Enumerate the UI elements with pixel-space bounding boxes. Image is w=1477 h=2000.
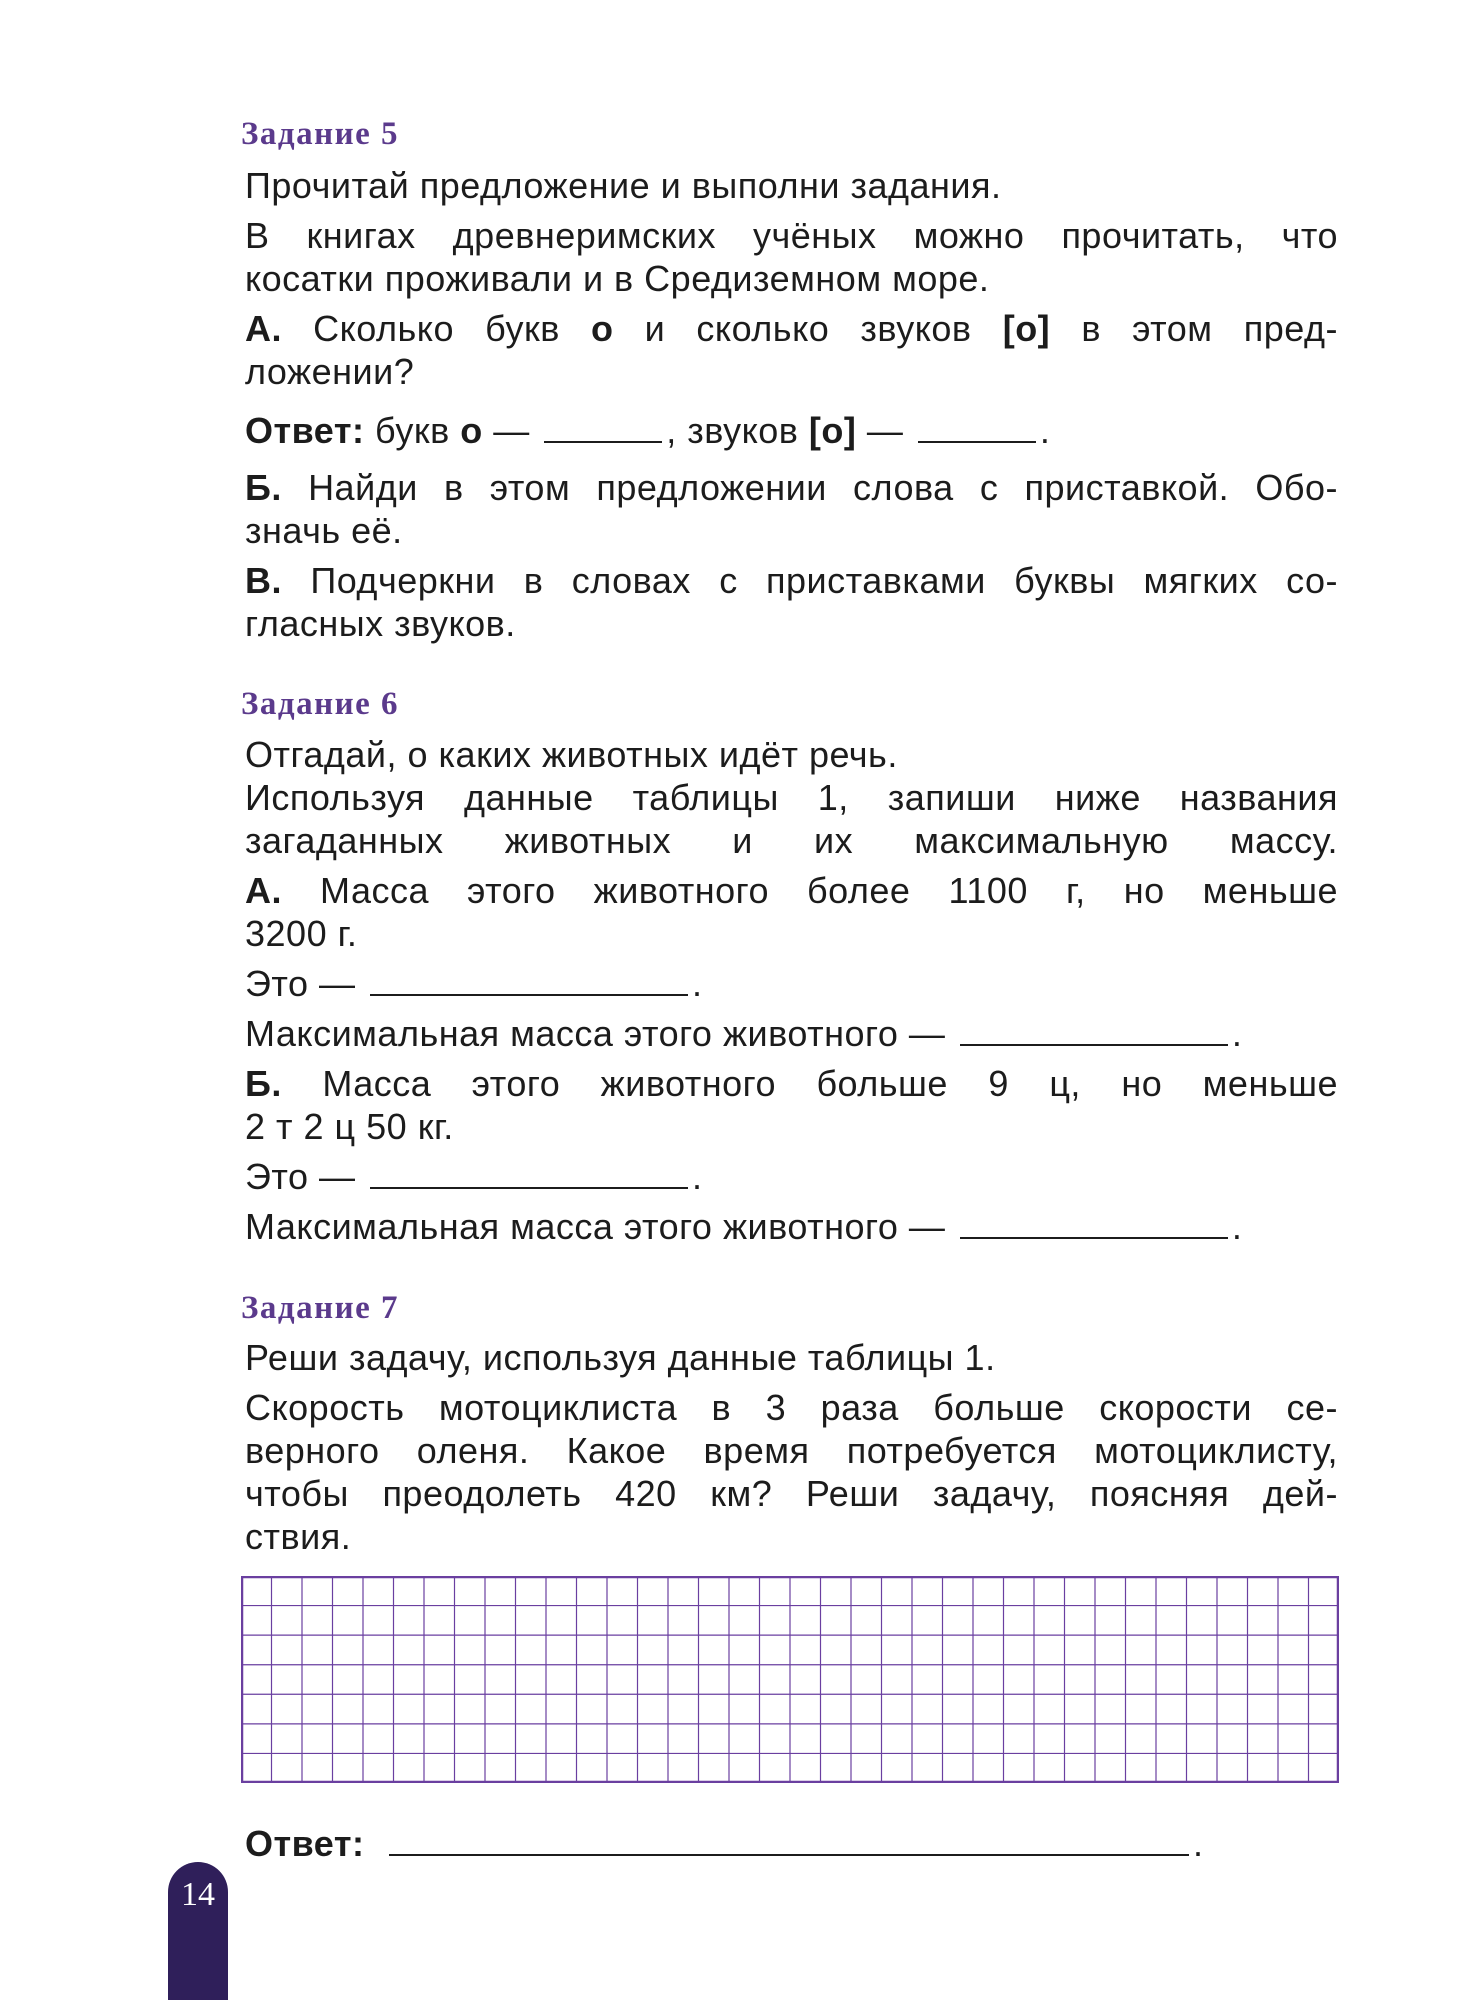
task-5-question-b-line-2: значь её. [245,510,403,551]
task-6-question-a [245,869,1338,912]
question-a-text: Сколько букв [313,308,560,349]
task-7-answer-blank[interactable] [389,1832,1189,1856]
question-a-label: А. [245,870,282,911]
mass-b-blank[interactable] [960,1215,1228,1239]
question-a-text: Масса этого животного более 1100 г, но меньше [320,870,1338,911]
task-5-question-v [245,559,1338,602]
task-7-line-3: верного оленя. Какое время потребуется мотоциклисту, [245,1430,1338,1471]
task-5-answer-row [245,409,1050,452]
task-6-b-animal-row [245,1155,703,1198]
task-7-line-1: Реши задачу, используя данные таблицы 1. [245,1337,996,1378]
question-a-text: и сколько звуков [644,308,972,349]
answer-comma: , [666,410,677,451]
task-6-b-mass-row [245,1205,1242,1248]
task-6-a-animal-row [245,962,703,1005]
task-5-question-v-line-2: гласных звуков. [245,603,516,644]
task-6-question-b [245,1062,1338,1105]
animal-a-blank[interactable] [370,972,688,996]
end-dot: . [1231,1013,1243,1054]
end-dot: . [692,963,703,1004]
question-a-sound: [о] [1002,308,1051,349]
task-5-question-b [245,466,1338,509]
solution-grid[interactable] [241,1576,1339,1783]
task-6-line-1: Отгадай, о каких животных идёт речь. [245,734,898,775]
eto-label: Это — [245,963,356,1004]
task-6-title: Задание 6 [241,686,400,722]
task-5-sentence-line-2: косатки проживали и в Средиземном море. [245,258,990,299]
task-5-sentence-line-1: В книгах древнеримских учёных можно прочитать, что [245,215,1338,256]
question-b-label: Б. [245,467,282,508]
task-6-question-b-line-2: 2 т 2 ц 50 кг. [245,1106,454,1147]
question-b-label: Б. [245,1063,282,1104]
answer-end: . [1039,410,1051,451]
task-7-line-5: ствия. [245,1516,352,1557]
question-a-label: А. [245,308,282,349]
answer-dash: — [493,410,530,451]
max-mass-label: Максимальная масса этого животного — [245,1206,946,1247]
task-7-line-2: Скорость мотоциклиста в 3 раза больше скорости се- [245,1387,1338,1428]
page-number: 14 [181,1876,215,1913]
answer-sound: [о] [808,410,857,451]
task-6-a-mass-row [245,1012,1242,1055]
mass-a-blank[interactable] [960,1022,1228,1046]
answer-text: звуков [687,410,799,451]
task-7-title: Задание 7 [241,1290,400,1326]
task-7-line-4: чтобы преодолеть 420 км? Реши задачу, поясняя дей- [245,1473,1338,1514]
answer-text: букв [374,410,450,451]
task-6-line-3: загаданных животных и их максимальную массу. [245,820,1338,861]
question-b-text: Найди в этом предложении слова с приставкой. Обо- [308,467,1338,508]
question-a-text: в этом пред- [1081,308,1338,349]
task-5-title: Задание 5 [241,116,400,152]
animal-b-blank[interactable] [370,1165,688,1189]
eto-label: Это — [245,1156,356,1197]
question-v-label: В. [245,560,282,601]
answer-dash: — [866,410,904,451]
answer-label: Ответ: [245,410,365,451]
answer-sounds-blank[interactable] [918,419,1036,443]
end-dot: . [1231,1206,1243,1247]
task-7-answer-row [245,1822,1204,1865]
question-a-letter: о [591,308,614,349]
task-6-question-a-line-2: 3200 г. [245,913,358,954]
answer-end: . [1192,1823,1204,1864]
question-v-text: Подчеркни в словах с приставками буквы мягких со- [310,560,1338,601]
end-dot: . [692,1156,703,1197]
answer-label: Ответ: [245,1823,365,1864]
answer-letters-blank[interactable] [544,419,662,443]
task-6-line-2: Используя данные таблицы 1, запиши ниже названия [245,777,1338,818]
answer-letter: о [460,410,483,451]
max-mass-label: Максимальная масса этого животного — [245,1013,946,1054]
question-b-text: Масса этого животного больше 9 ц, но меньше [322,1063,1338,1104]
task-5-question-a [245,307,1338,350]
task-5-instruction: Прочитай предложение и выполни задания. [245,165,1002,206]
task-5-question-a-line-2: ложении? [245,351,415,392]
